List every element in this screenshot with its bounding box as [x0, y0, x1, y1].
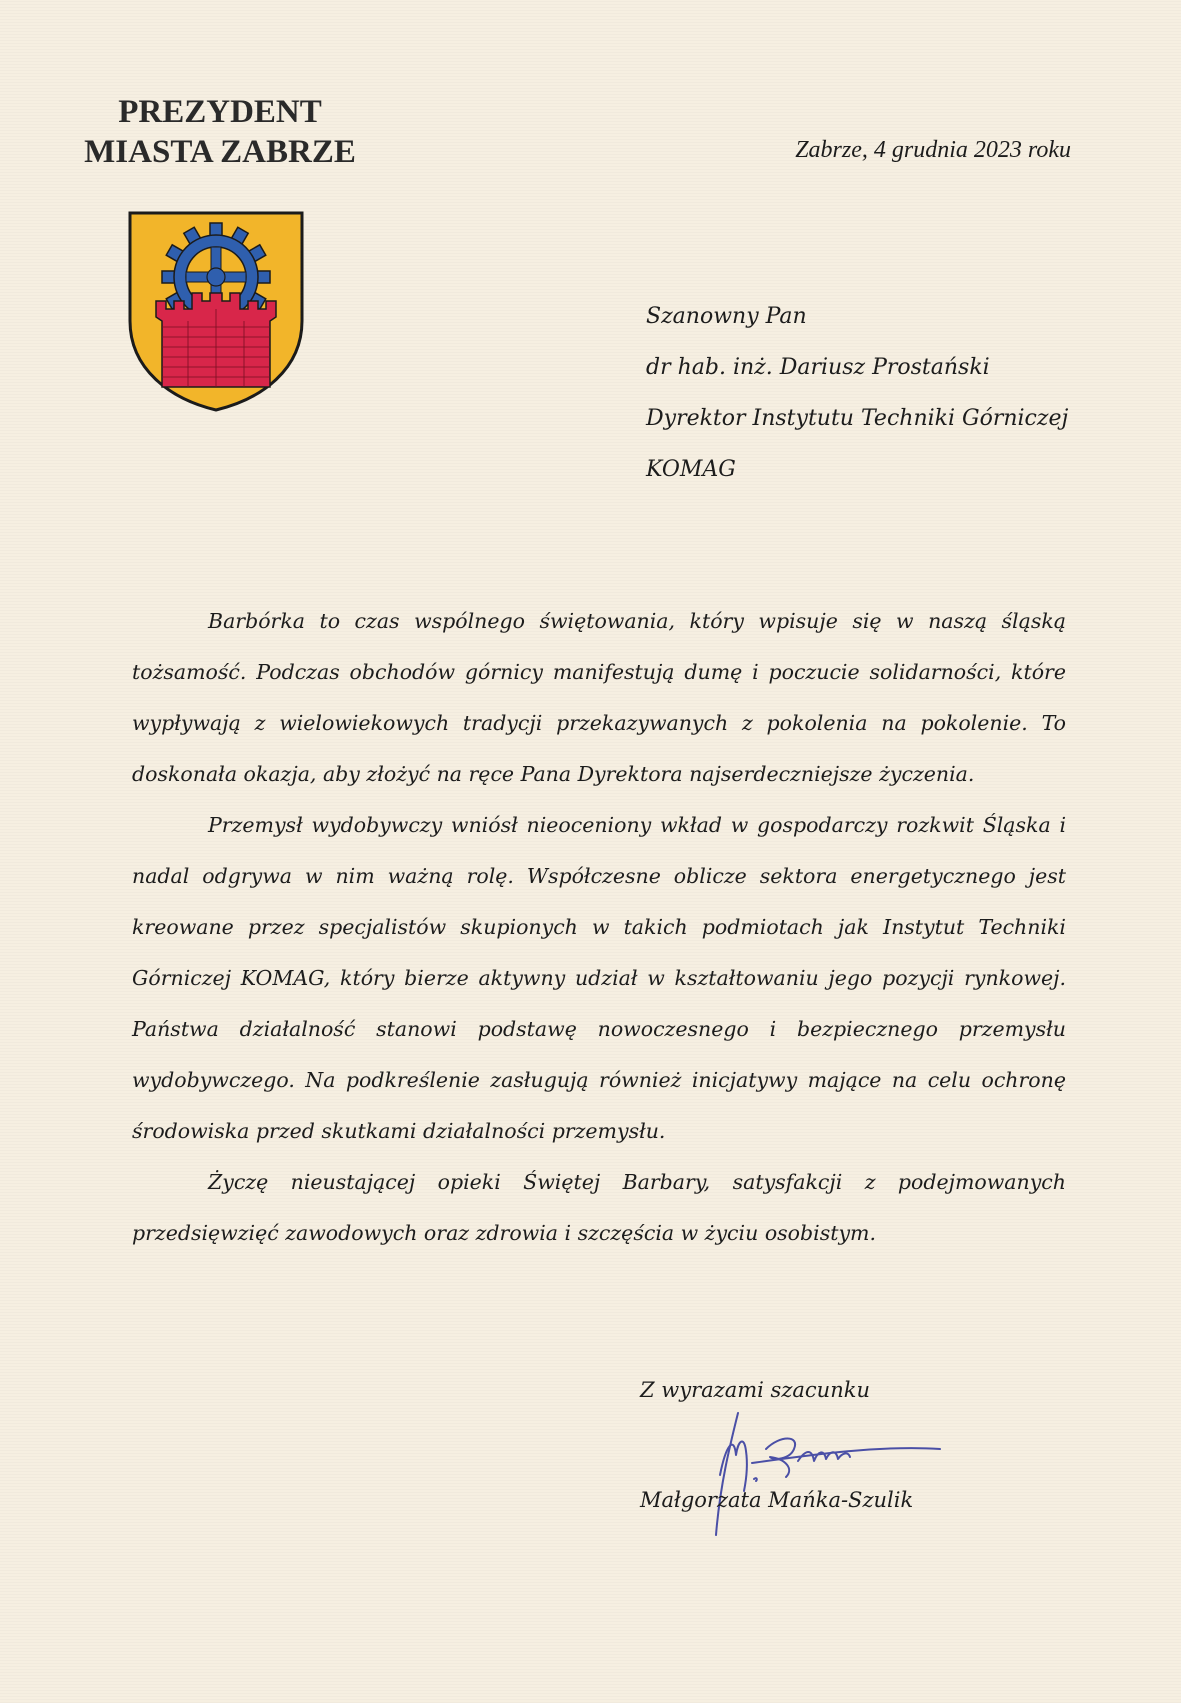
recipient-name: dr hab. inż. Dariusz Prostański [646, 355, 990, 380]
letter-body [132, 596, 1066, 1259]
recipient-position: Dyrektor Instytutu Techniki Górniczej [646, 406, 1069, 431]
coat-of-arms-icon [126, 209, 306, 414]
body-paragraph-3: Życzę nieustającej opieki Świętej Barbary, satysfakcji z podejmowanych przedsięwzięć zawodowych oraz zdrowia i szczęścia w życiu osobistym. [132, 1170, 1066, 1245]
recipient-organization: KOMAG [646, 457, 736, 482]
body-paragraph-1: Barbórka to czas wspólnego świętowania, który wpisuje się w naszą śląską tożsamość. Podczas obchodów górnicy manifestują dumę i poczucie solidarności, które wypływają z wielowiekowych tradycji przekazywanych z pokolenia na pokolenie. To doskonała okazja, aby złożyć na ręce Pana Dyrektora najserdeczniejsze życzenia. [132, 609, 1066, 786]
handwritten-signature-icon [690, 1405, 970, 1545]
recipient-block [646, 291, 1068, 495]
closing-salutation: Z wyrazami szacunku [640, 1378, 870, 1402]
letterhead-title [60, 92, 380, 172]
letterhead-line-2: MIASTA ZABRZE [84, 134, 356, 170]
recipient-salutation: Szanowny Pan [646, 304, 807, 329]
signer-name: Małgorzata Mańka-Szulik [640, 1488, 914, 1512]
letterhead-line-1: PREZYDENT [118, 94, 322, 130]
letter-date: Zabrze, 4 grudnia 2023 roku [795, 137, 1071, 163]
body-paragraph-2: Przemysł wydobywczy wniósł nieoceniony wkład w gospodarczy rozkwit Śląska i nadal odgrywa w nim ważną rolę. Współczesne oblicze sektora energetycznego jest kreowane przez specjalistów skupionych w takich podmiotach jak Instytut Techniki Górniczej KOMAG, który bierze aktywny udział w kształtowaniu jego pozycji rynkowej. Państwa działalność stanowi podstawę nowoczesnego i bezpiecznego przemysłu wydobywczego. Na podkreślenie zasługują również inicjatywy mające na celu ochronę środowiska przed skutkami działalności przemysłu. [132, 813, 1066, 1143]
